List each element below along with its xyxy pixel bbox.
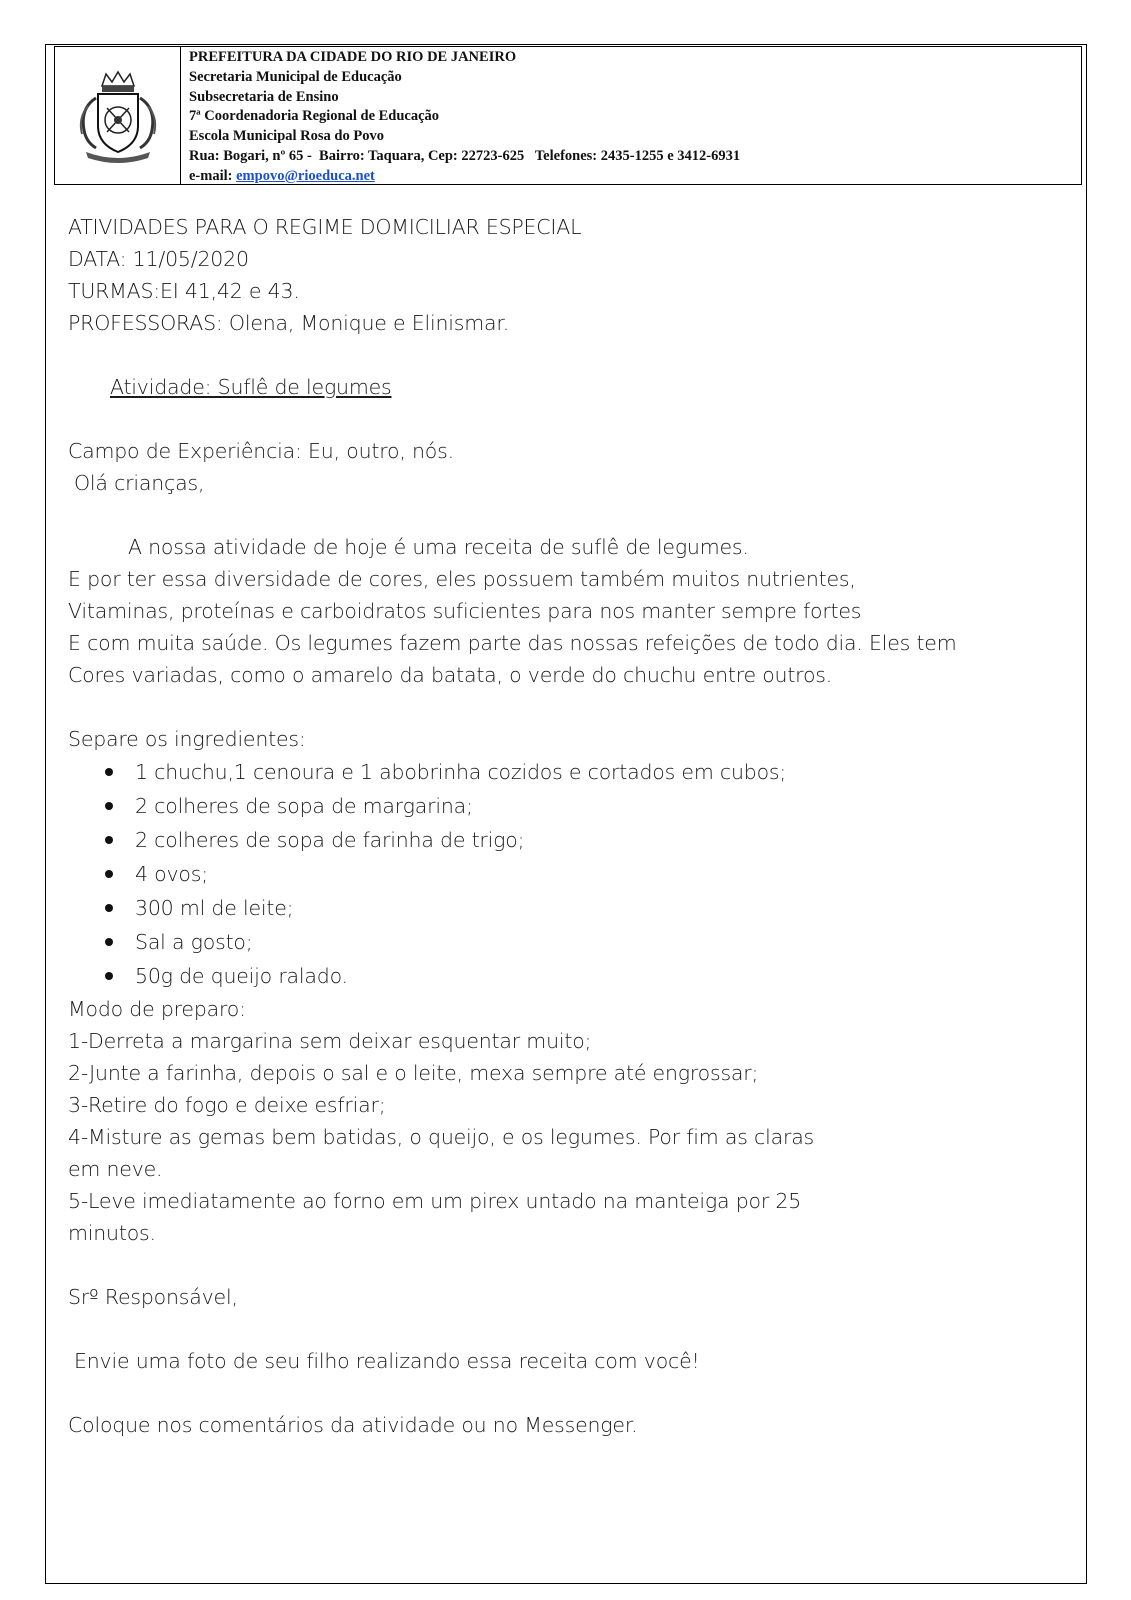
- ingredient-text: 2 colheres de sopa de margarina;: [135, 794, 473, 818]
- ingredient-text: 300 ml de leite;: [135, 896, 294, 920]
- header-line: Escola Municipal Rosa do Povo: [189, 128, 384, 145]
- ingredient-text: 1 chuchu,1 cenoura e 1 abobrinha cozidos e cortados em cubos;: [135, 760, 787, 784]
- method-step: 5-Leve imediatamente ao forno em um pirex untado na manteiga por 25: [68, 1189, 802, 1213]
- bullet-icon: [105, 836, 113, 844]
- submission-instructions: Coloque nos comentários da atividade ou no Messenger.: [68, 1413, 638, 1437]
- header-line: Subsecretaria de Ensino: [189, 88, 339, 105]
- doc-date: DATA: 11/05/2020: [68, 247, 249, 271]
- experience-field: Campo de Experiência: Eu, outro, nós.: [68, 439, 454, 463]
- ingredient-text: 4 ovos;: [135, 862, 208, 886]
- city-coat-of-arms-icon: [72, 68, 164, 164]
- method-step: em neve.: [68, 1157, 163, 1181]
- paragraph-line: Vitaminas, proteínas e carboidratos suficientes para nos manter sempre fortes: [68, 599, 862, 623]
- paragraph-line: E com muita saúde. Os legumes fazem parte das nossas refeições de todo dia. Eles tem: [68, 631, 957, 655]
- list-item: [68, 789, 1068, 823]
- list-item: [68, 857, 1068, 891]
- paragraph-line: Cores variadas, como o amarelo da batata, o verde do chuchu entre outros.: [68, 663, 833, 687]
- method-step: 3-Retire do fogo e deixe esfriar;: [68, 1093, 386, 1117]
- logo-cell: [55, 47, 181, 184]
- paragraph-line: E por ter essa diversidade de cores, eles possuem também muitos nutrientes,: [68, 567, 856, 591]
- header-line: Rua: Bogari, nº 65 - Bairro: Taquara, Cep: 22723-625 Telefones: 2435-1255 e 3412-6931: [189, 147, 741, 164]
- method-title: Modo de preparo:: [68, 997, 246, 1021]
- email-label: e-mail:: [189, 167, 237, 184]
- paragraph-line: A nossa atividade de hoje é uma receita de suflê de legumes.: [128, 535, 749, 559]
- method-step: 2-Junte a farinha, depois o sal e o leite, mexa sempre até engrossar;: [68, 1061, 759, 1085]
- activity-heading-row: [68, 371, 1068, 403]
- list-item: [68, 959, 1068, 993]
- list-item: [68, 925, 1068, 959]
- list-item: [68, 823, 1068, 857]
- ingredient-text: 2 colheres de sopa de farinha de trigo;: [135, 828, 525, 852]
- bullet-icon: [105, 938, 113, 946]
- ingredients-title: Separe os ingredientes:: [68, 727, 306, 751]
- method-step: minutos.: [68, 1221, 156, 1245]
- greeting: Olá crianças,: [74, 471, 205, 495]
- header-line: Secretaria Municipal de Educação: [189, 68, 402, 85]
- bullet-icon: [105, 904, 113, 912]
- activity-heading: Atividade: Suflê de legumes: [110, 375, 392, 399]
- photo-request: Envie uma foto de seu filho realizando essa receita com você!: [74, 1349, 700, 1373]
- document-body: [68, 211, 1068, 1441]
- ingredient-text: Sal a gosto;: [135, 930, 253, 954]
- method-step: 4-Misture as gemas bem batidas, o queijo, e os legumes. Por fim as claras: [68, 1125, 815, 1149]
- bullet-icon: [105, 802, 113, 810]
- ingredients-list: [68, 755, 1068, 993]
- header-line: 7ª Coordenadoria Regional de Educação: [189, 108, 440, 125]
- list-item: [68, 755, 1068, 789]
- email-row: [189, 167, 740, 187]
- email-link[interactable]: empovo@rioeduca.net: [236, 167, 375, 184]
- bullet-icon: [105, 768, 113, 776]
- salutation: Srº Responsável,: [68, 1285, 238, 1309]
- doc-classes: TURMAS:EI 41,42 e 43.: [68, 279, 300, 303]
- method-step: 1-Derreta a margarina sem deixar esquentar muito;: [68, 1029, 592, 1053]
- header-line: PREFEITURA DA CIDADE DO RIO DE JANEIRO: [189, 49, 517, 65]
- letterhead: [54, 46, 1082, 185]
- letterhead-text: [181, 47, 740, 184]
- ingredient-text: 50g de queijo ralado.: [135, 964, 348, 988]
- bullet-icon: [105, 972, 113, 980]
- doc-teachers: PROFESSORAS: Olena, Monique e Elinismar.: [68, 311, 510, 335]
- list-item: [68, 891, 1068, 925]
- doc-title: ATIVIDADES PARA O REGIME DOMICILIAR ESPECIAL: [68, 215, 582, 239]
- bullet-icon: [105, 870, 113, 878]
